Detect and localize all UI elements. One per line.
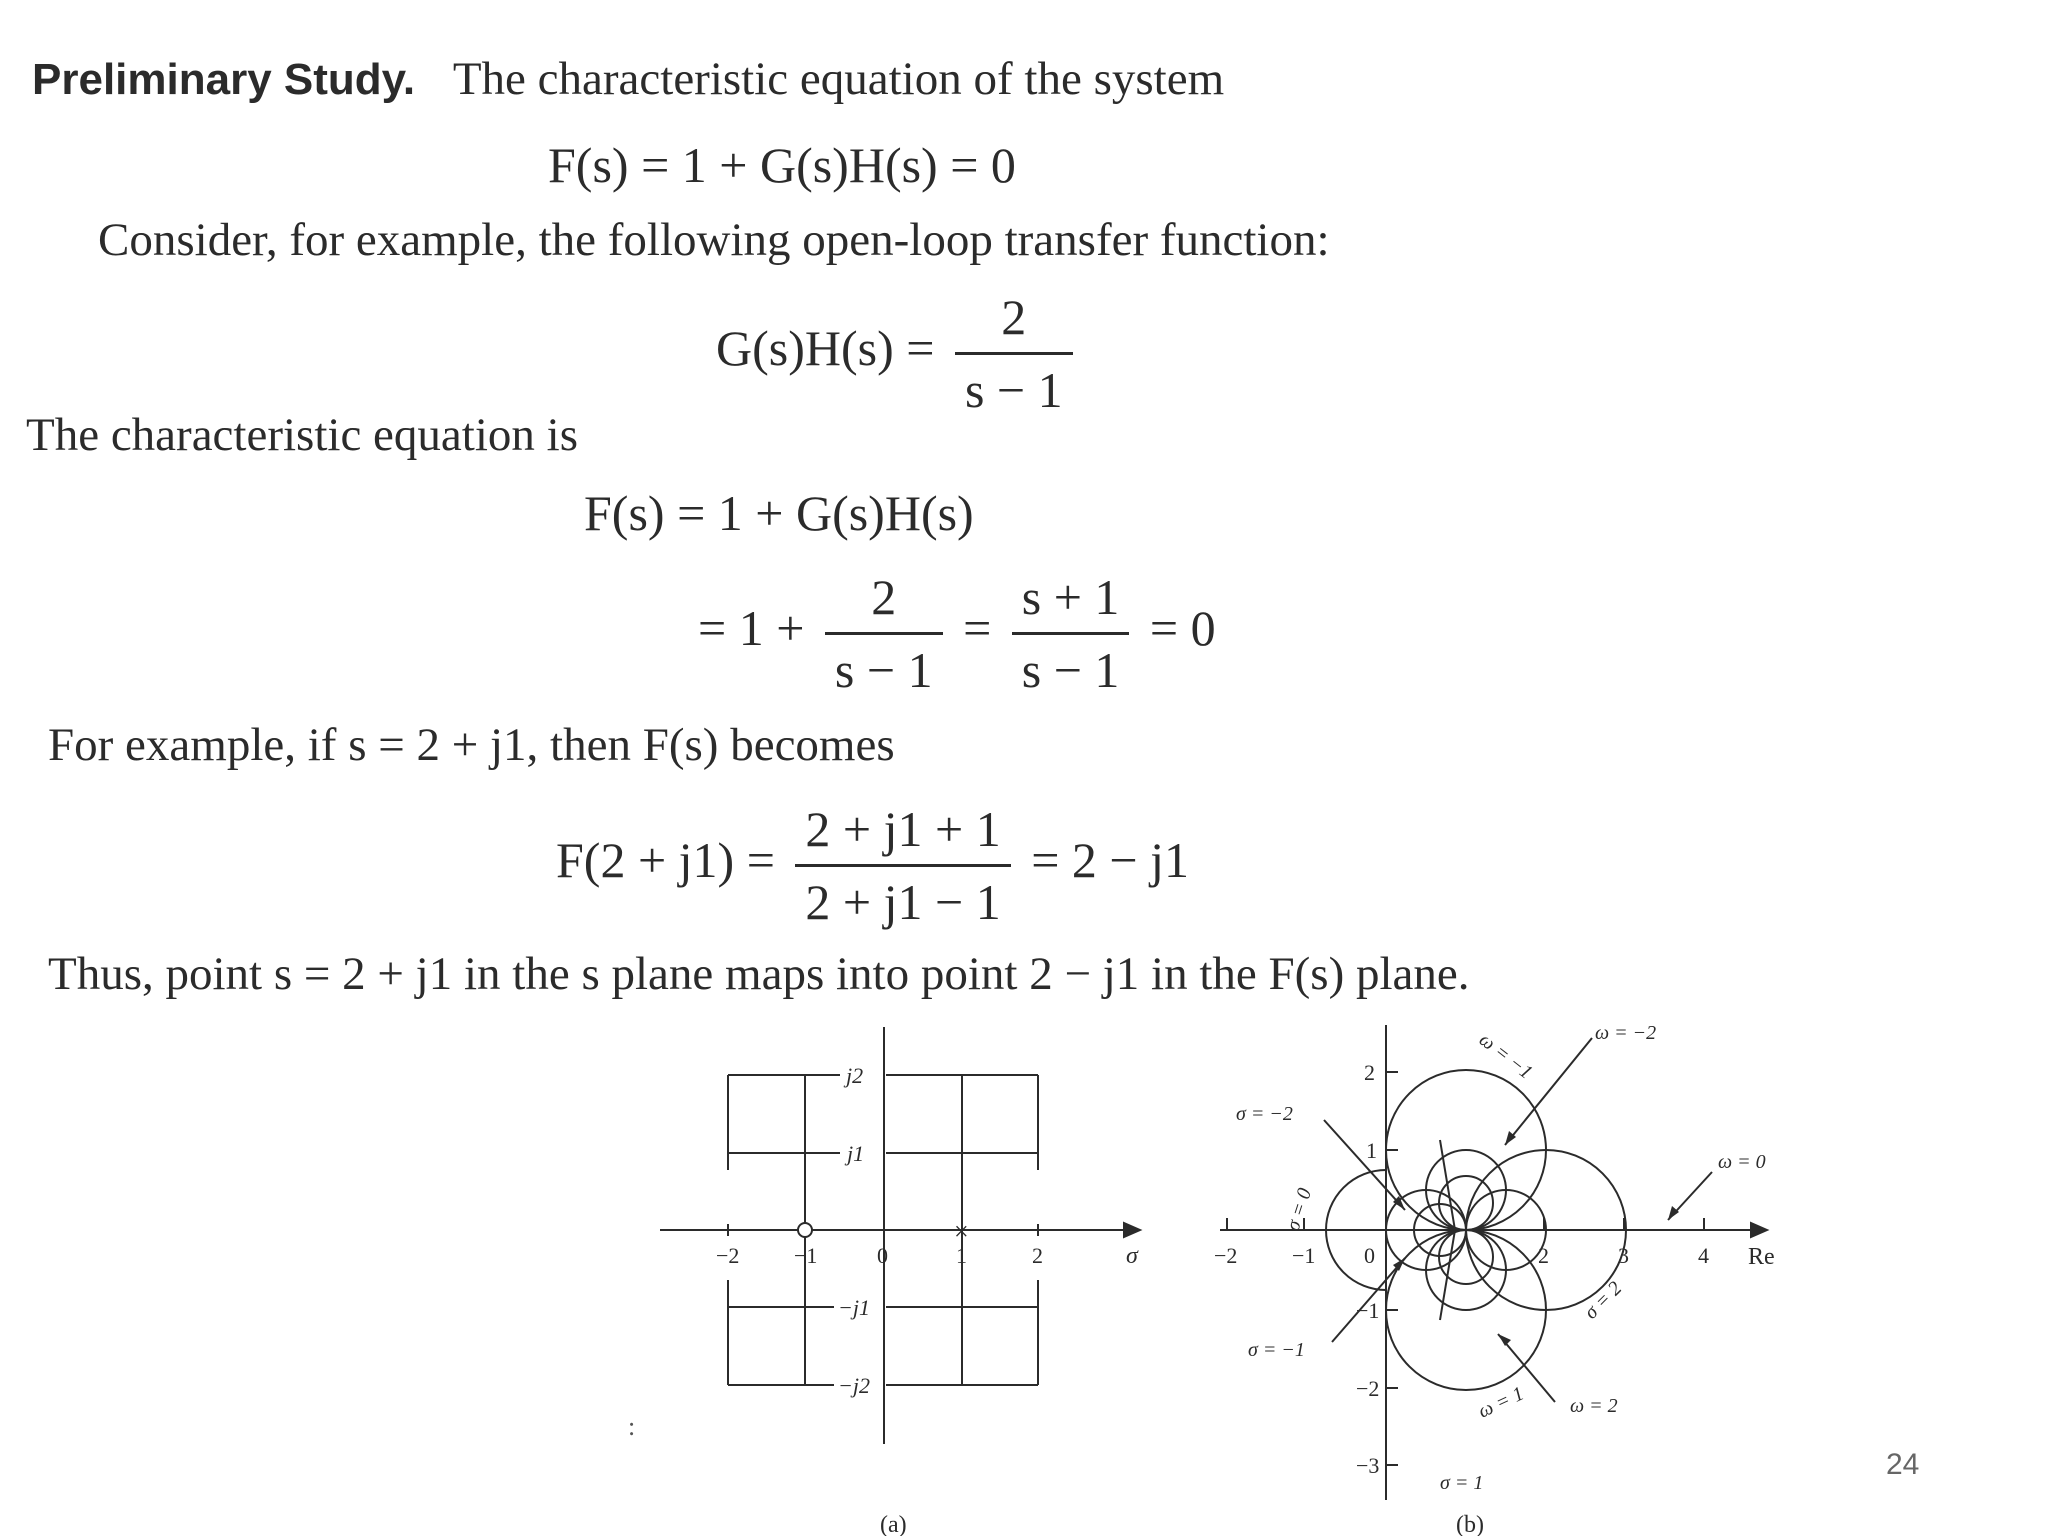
eq3-frac1-denominator: s − 1: [834, 642, 933, 698]
label-sigma-1: σ = 1: [1440, 1472, 1484, 1494]
label-sigma-0: σ = 0: [1281, 1185, 1317, 1234]
fig-a-tick-mj2: −j2: [838, 1373, 870, 1398]
fig-b-tick-imm1: −1: [1356, 1298, 1380, 1323]
eq3-fraction-2: [1012, 568, 1130, 699]
pole-marker: ×: [954, 1217, 969, 1246]
eq3-frac1-numerator: 2: [825, 568, 943, 635]
eq2-lhs: G(s)H(s) =: [716, 319, 935, 376]
fig-a-tick-mj1: −j1: [838, 1295, 870, 1320]
eq4-denominator: 2 + j1 − 1: [805, 874, 1001, 930]
equation-3-line-1: F(s) = 1 + G(s)H(s): [584, 485, 974, 541]
eq3-prefix: = 1 +: [698, 599, 805, 656]
figure-a-s-plane: [640, 1010, 1160, 1536]
label-omega-1: ω = 1: [1474, 1382, 1528, 1423]
characteristic-text: The characteristic equation is: [26, 409, 578, 461]
eq4-rhs: = 2 − j1: [1031, 831, 1189, 888]
fig-b-tick-0: 0: [1364, 1243, 1375, 1268]
example-text: For example, if s = 2 + j1, then F(s) becomes: [48, 719, 895, 771]
label-sigma-2: σ = 2: [1579, 1277, 1627, 1324]
equation-3-line-2: [698, 568, 1216, 699]
eq2-fraction: [955, 288, 1073, 419]
fig-b-re-label: Re: [1748, 1244, 1775, 1270]
fig-b-tick-4: 4: [1698, 1243, 1709, 1268]
fig-a-tick-m1: −1: [794, 1243, 818, 1268]
eq3-fraction-1: [825, 568, 943, 699]
fig-a-tick-j1: j1: [847, 1141, 865, 1166]
stray-mark: :: [628, 1412, 636, 1441]
label-sigma-m1: σ = −1: [1248, 1339, 1305, 1361]
eq3-mid: =: [963, 599, 992, 656]
eq2-numerator: 2: [955, 288, 1073, 355]
zero-marker: [798, 1223, 812, 1237]
sigma-axis-arrow-icon: [1124, 1223, 1140, 1237]
fig-b-tick-m1: −1: [1292, 1243, 1316, 1268]
thus-text: Thus, point s = 2 + j1 in the s plane maps into point 2 − j1 in the F(s) plane.: [48, 948, 1470, 1000]
intro-line: [32, 52, 1224, 106]
fig-b-tick-imm2: −2: [1356, 1376, 1380, 1401]
fig-a-tick-1: 1: [956, 1243, 967, 1268]
intro-sentence: The characteristic equation of the system: [452, 53, 1225, 105]
fig-a-tick-j2: j2: [846, 1063, 864, 1088]
eq2-denominator: s − 1: [964, 362, 1063, 418]
fig-a-tick-0: 0: [877, 1243, 888, 1268]
intro-heading: Preliminary Study.: [32, 55, 416, 104]
page-number: 24: [1886, 1448, 1920, 1481]
label-omega-0: ω = 0: [1718, 1151, 1766, 1173]
fig-b-tick-3: 3: [1618, 1243, 1629, 1268]
eq3-frac2-numerator: s + 1: [1012, 568, 1130, 635]
figure-b-f-plane: [1200, 1010, 1820, 1536]
label-omega-2: ω = 2: [1570, 1395, 1618, 1417]
fig-b-tick-imm3: −3: [1356, 1453, 1380, 1478]
eq3-suffix: = 0: [1149, 599, 1216, 656]
fig-b-tick-m2: −2: [1214, 1243, 1238, 1268]
eq3-frac2-denominator: s − 1: [1021, 642, 1120, 698]
eq4-lhs: F(2 + j1) =: [556, 831, 775, 888]
fig-a-tick-2: 2: [1032, 1243, 1043, 1268]
label-omega-m1: ω = −1: [1474, 1028, 1537, 1084]
fig-a-sigma-label: σ: [1126, 1243, 1138, 1269]
fig-b-tick-im2: 2: [1364, 1060, 1375, 1085]
equation-4: [556, 800, 1189, 931]
consider-text: Consider, for example, the following open-loop transfer function:: [98, 214, 1330, 266]
re-axis-arrow-icon: [1751, 1223, 1767, 1237]
fig-b-caption: (b): [1456, 1512, 1484, 1536]
equation-1: F(s) = 1 + G(s)H(s) = 0: [548, 137, 1016, 193]
fig-b-tick-2: 2: [1538, 1243, 1549, 1268]
equation-2: [716, 288, 1081, 419]
fig-b-tick-im1: 1: [1366, 1138, 1377, 1163]
label-omega-m2: ω = −2: [1595, 1022, 1657, 1044]
fig-a-caption: (a): [880, 1512, 907, 1536]
eq4-fraction: [795, 800, 1010, 931]
fig-a-tick-m2: −2: [716, 1243, 740, 1268]
eq4-numerator: 2 + j1 + 1: [795, 800, 1010, 867]
label-sigma-m2: σ = −2: [1236, 1103, 1293, 1125]
